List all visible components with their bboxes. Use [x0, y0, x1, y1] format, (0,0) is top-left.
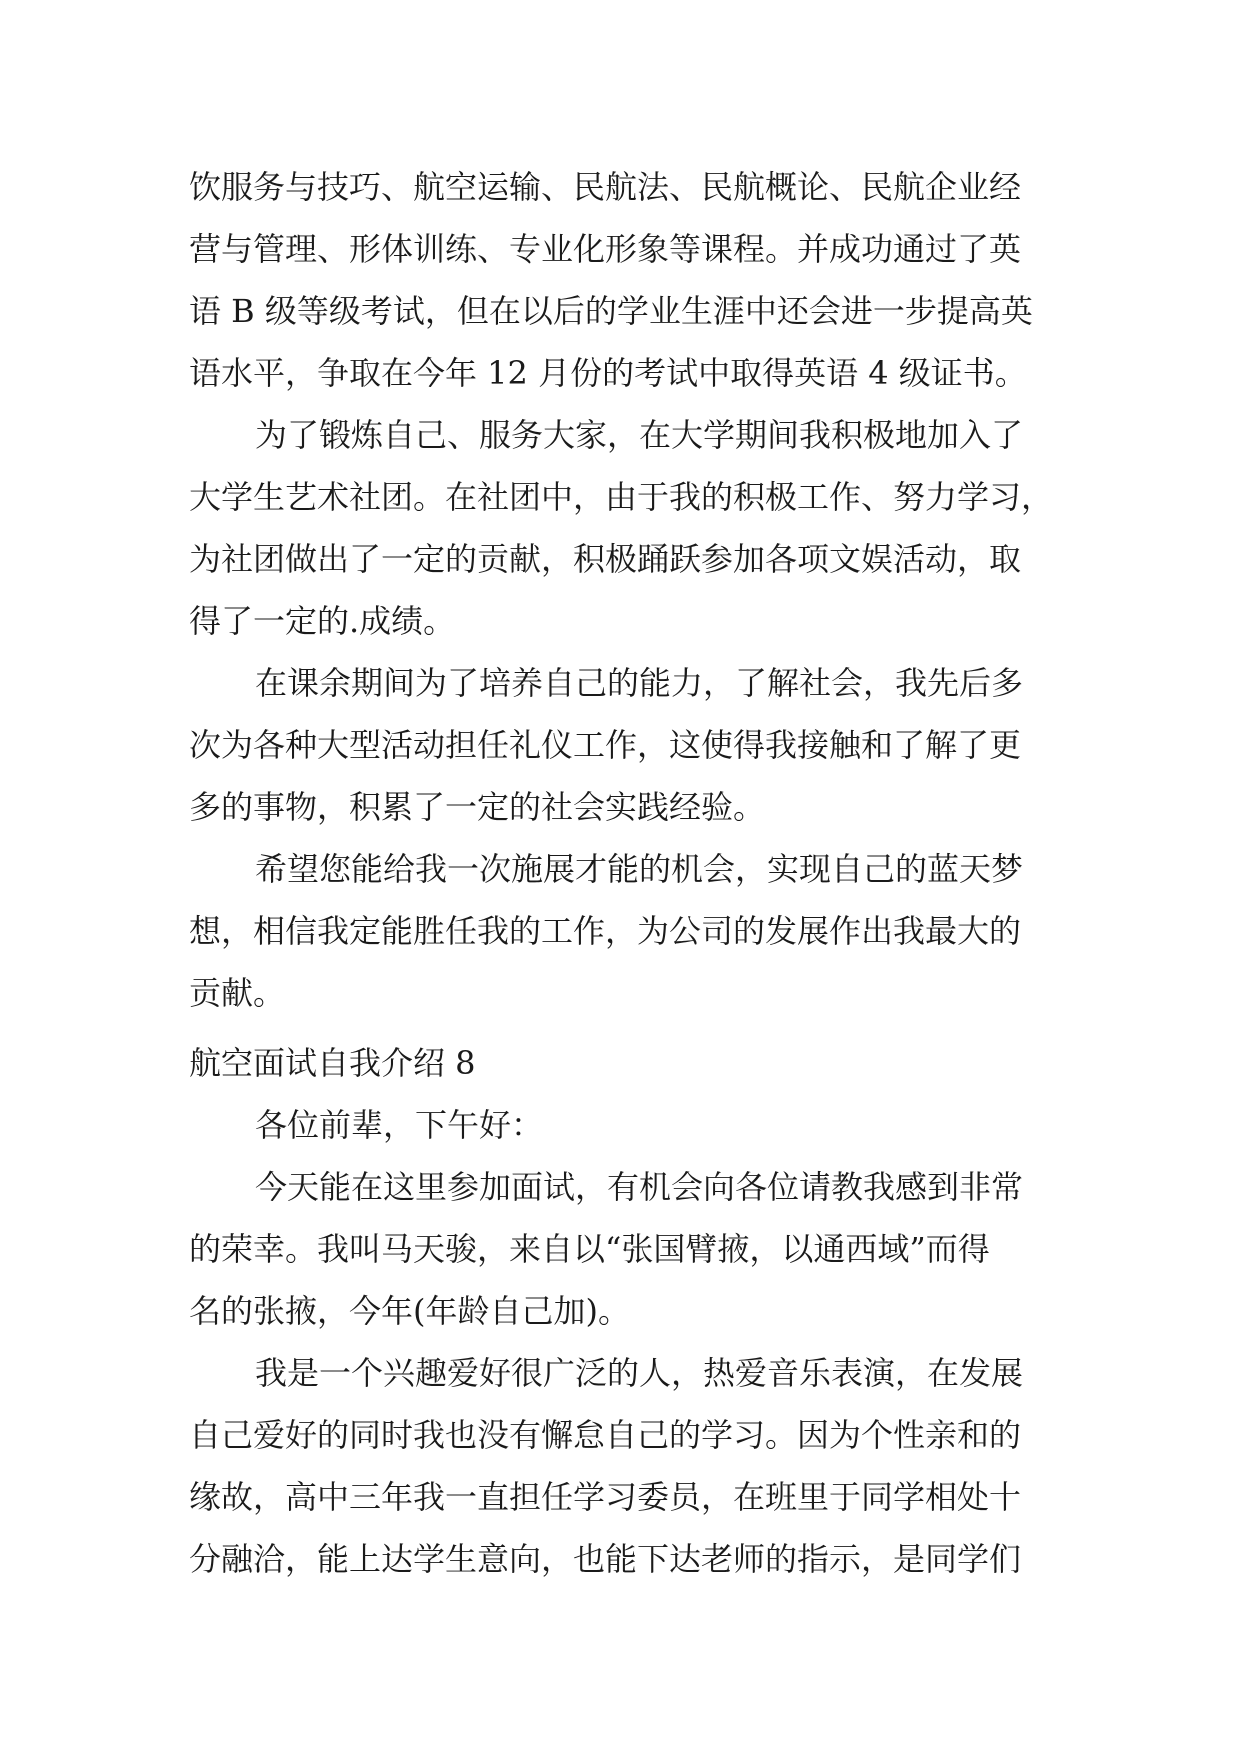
body-text-section-2: [189, 1032, 1059, 1590]
section-heading: 航空面试自我介绍 8: [189, 1044, 476, 1082]
text-line: 的荣幸。我叫马天骏，来自以“张国臂掖，以通西域”而得: [189, 1230, 990, 1268]
paragraph-start-line: 希望您能给我一次施展才能的机会，实现自己的蓝天梦: [255, 850, 1024, 888]
greeting-line: 各位前辈，下午好：: [255, 1106, 544, 1144]
text-line: 想，相信我定能胜任我的工作，为公司的发展作出我最大的: [189, 912, 1022, 950]
text-line: 语水平，争取在今年 12 月份的考试中取得英语 4 级证书。: [189, 354, 1027, 392]
text-line: 多的事物，积累了一定的社会实践经验。: [189, 788, 766, 826]
paragraph-start-line: 在课余期间为了培养自己的能力，了解社会，我先后多: [255, 664, 1024, 702]
paragraph-start-line: 今天能在这里参加面试，有机会向各位请教我感到非常: [255, 1168, 1024, 1206]
text-line: 饮服务与技巧、航空运输、民航法、民航概论、民航企业经: [189, 168, 1022, 206]
text-line: 次为各种大型活动担任礼仪工作，这使得我接触和了解了更: [189, 726, 1022, 764]
paragraph-start-line: 我是一个兴趣爱好很广泛的人，热爱音乐表演，在发展: [255, 1354, 1024, 1392]
text-line: 缘故，高中三年我一直担任学习委员，在班里于同学相处十: [189, 1478, 1022, 1516]
text-line: 自己爱好的同时我也没有懈怠自己的学习。因为个性亲和的: [189, 1416, 1022, 1454]
text-line: 营与管理、形体训练、专业化形象等课程。并成功通过了英: [189, 230, 1022, 268]
text-line: 为社团做出了一定的贡献，积极踊跃参加各项文娱活动，取: [189, 540, 1022, 578]
text-line: 分融洽，能上达学生意向，也能下达老师的指示，是同学们: [189, 1540, 1022, 1578]
text-line: 得了一定的.成绩。: [189, 602, 456, 640]
text-line: 语 B 级等级考试，但在以后的学业生涯中还会进一步提高英: [189, 292, 1033, 330]
body-text-section-1: [189, 156, 1059, 1024]
text-line: 贡献。: [189, 974, 286, 1012]
text-line: 大学生艺术社团。在社团中，由于我的积极工作、努力学习，: [189, 478, 1054, 516]
text-line: 名的张掖，今年(年龄自己加)。: [189, 1292, 630, 1330]
paragraph-start-line: 为了锻炼自己、服务大家，在大学期间我积极地加入了: [255, 416, 1024, 454]
